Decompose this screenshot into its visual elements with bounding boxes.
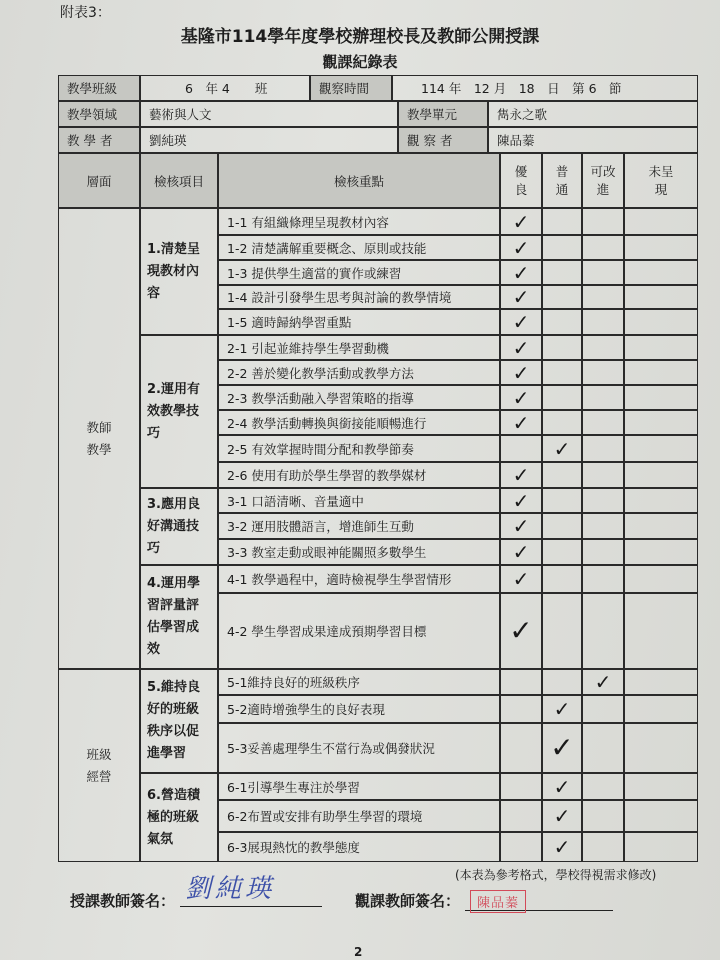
item-2 xyxy=(140,335,218,488)
rating-cell[interactable] xyxy=(624,513,698,539)
rating-cell[interactable] xyxy=(624,723,698,773)
checkpoint-text: 3-1 口語清晰、音量適中 xyxy=(227,493,364,509)
rating-cell[interactable] xyxy=(500,539,542,565)
rating-cell[interactable] xyxy=(582,260,624,285)
rating-cell[interactable] xyxy=(542,309,582,335)
rating-cell[interactable] xyxy=(582,539,624,565)
attachment-label: 附表3： xyxy=(60,5,111,21)
check-mark-icon: ✓ xyxy=(553,436,571,461)
rating-cell[interactable] xyxy=(542,695,582,723)
item-6 xyxy=(140,773,218,862)
item-3 xyxy=(140,488,218,565)
rating-cell[interactable] xyxy=(582,235,624,260)
rating-cell[interactable] xyxy=(542,208,582,235)
dimension-teaching-text: 教師教學 xyxy=(86,419,112,457)
rating-cell[interactable] xyxy=(542,593,582,669)
rating-cell[interactable] xyxy=(542,832,582,862)
check-mark-icon: ✓ xyxy=(512,488,530,513)
rating-cell[interactable] xyxy=(624,410,698,435)
class-value: 6 年 4 班 xyxy=(140,75,310,101)
rating-cell[interactable] xyxy=(582,335,624,360)
item-5-text: 5.維持良好的班級秩序以促進學習 xyxy=(147,680,200,761)
checkpoint-14 xyxy=(218,539,500,565)
check-mark-icon: ✓ xyxy=(512,410,530,435)
check-mark-icon: ✓ xyxy=(512,310,530,334)
rating-cell[interactable] xyxy=(500,462,542,488)
checkpoint-text: 2-2 善於變化教學活動或教學方法 xyxy=(227,365,414,381)
time-label: 觀察時間 xyxy=(310,75,392,101)
teacher-signature-label: 授課教師簽名： xyxy=(70,892,176,910)
header-rating-none xyxy=(624,153,698,208)
check-mark-icon: ✓ xyxy=(512,235,530,260)
checkpoint-text: 2-1 引起並維持學生學習動機 xyxy=(227,340,389,356)
item-4-text: 4.運用學習評量評估學習成效 xyxy=(147,576,200,657)
checkpoint-text: 2-6 使用有助於學生學習的教學媒材 xyxy=(227,468,427,483)
checkpoint-text: 3-3 教室走動或眼神能關照多數學生 xyxy=(227,545,427,560)
observer-stamp: 陳品蓁 xyxy=(470,890,526,913)
rating-cell[interactable] xyxy=(624,309,698,335)
checkpoint-16 xyxy=(218,593,500,669)
rating-cell[interactable] xyxy=(500,208,542,235)
time-value: 114 年 12 月 18 日 第 6 節 xyxy=(392,75,698,101)
rating-cell[interactable] xyxy=(500,309,542,335)
rating-cell[interactable] xyxy=(542,435,582,462)
check-mark-icon: ✓ xyxy=(509,614,533,647)
checkpoint-9 xyxy=(218,410,500,435)
rating-cell[interactable] xyxy=(542,669,582,695)
item-1-text: 1.清楚呈現教材內容 xyxy=(147,241,200,301)
checkpoint-1 xyxy=(218,208,500,235)
checkpoint-text: 4-2 學生學習成果達成預期學習目標 xyxy=(227,624,427,639)
rating-cell[interactable] xyxy=(624,208,698,235)
checkpoint-4 xyxy=(218,285,500,309)
rating-cell[interactable] xyxy=(542,488,582,513)
rating-cell[interactable] xyxy=(500,723,542,773)
rating-cell[interactable] xyxy=(624,360,698,385)
rating-cell[interactable] xyxy=(582,385,624,410)
rating-cell[interactable] xyxy=(624,285,698,309)
rating-cell[interactable] xyxy=(500,800,542,832)
check-mark-icon: ✓ xyxy=(512,385,530,410)
check-mark-icon: ✓ xyxy=(512,335,530,360)
check-mark-icon: ✓ xyxy=(594,670,612,694)
rating-cell[interactable] xyxy=(500,385,542,410)
checkpoint-19 xyxy=(218,723,500,773)
checkpoint-text: 2-3 教學活動融入學習策略的指導 xyxy=(227,390,414,406)
checkpoint-20 xyxy=(218,773,500,800)
header-point: 檢核重點 xyxy=(218,153,500,208)
checkpoint-13 xyxy=(218,513,500,539)
rating-cell[interactable] xyxy=(624,800,698,832)
rating-cell[interactable] xyxy=(542,410,582,435)
check-mark-icon: ✓ xyxy=(512,209,530,234)
checkpoint-3 xyxy=(218,260,500,285)
rating-cell[interactable] xyxy=(624,235,698,260)
rating-cell[interactable] xyxy=(582,800,624,832)
check-mark-icon: ✓ xyxy=(512,540,530,564)
rating-cell[interactable] xyxy=(542,565,582,593)
checkpoint-6 xyxy=(218,335,500,360)
rating-cell[interactable] xyxy=(500,285,542,309)
item-1 xyxy=(140,208,218,335)
rating-cell[interactable] xyxy=(624,773,698,800)
checkpoint-text: 2-4 教學活動轉換與銜接能順暢進行 xyxy=(227,415,427,431)
checkpoint-5 xyxy=(218,309,500,335)
rating-cell[interactable] xyxy=(500,335,542,360)
header-rating-none-text: 未呈現 xyxy=(648,163,674,197)
rating-cell[interactable] xyxy=(582,462,624,488)
rating-cell[interactable] xyxy=(624,565,698,593)
rating-cell[interactable] xyxy=(624,335,698,360)
item-3-text: 3.應用良好溝通技巧 xyxy=(147,496,200,556)
rating-cell[interactable] xyxy=(500,360,542,385)
page-number: 2 xyxy=(354,945,363,959)
check-mark-icon: ✓ xyxy=(512,260,530,285)
header-rating-improve-text: 可改進 xyxy=(590,163,616,197)
header-rating-excellent-text: 優良 xyxy=(514,163,528,197)
rating-cell[interactable] xyxy=(542,539,582,565)
rating-cell[interactable] xyxy=(582,435,624,462)
checkpoint-text: 6-2布置或安排有助學生學習的環境 xyxy=(227,809,423,824)
checkpoint-text: 1-4 設計引發學生思考與討論的教學情境 xyxy=(227,290,452,305)
rating-cell[interactable] xyxy=(582,695,624,723)
teacher-signature: 劉純瑛 xyxy=(185,874,276,904)
check-mark-icon: ✓ xyxy=(512,567,530,591)
dimension-teaching xyxy=(58,208,140,669)
rating-cell[interactable] xyxy=(582,513,624,539)
rating-cell[interactable] xyxy=(500,410,542,435)
header-level: 層面 xyxy=(58,153,140,208)
checkpoint-text: 6-3展現熱忱的教學態度 xyxy=(227,840,360,855)
checkpoint-text: 1-3 提供學生適當的實作或練習 xyxy=(227,265,402,281)
rating-cell[interactable] xyxy=(500,565,542,593)
rating-cell[interactable] xyxy=(542,800,582,832)
rating-cell[interactable] xyxy=(542,235,582,260)
rating-cell[interactable] xyxy=(582,360,624,385)
check-mark-icon: ✓ xyxy=(553,835,571,859)
checkpoint-text: 5-1維持良好的班級秩序 xyxy=(227,675,360,690)
checkpoint-17 xyxy=(218,669,500,695)
check-mark-icon: ✓ xyxy=(512,514,530,538)
check-mark-icon: ✓ xyxy=(553,804,571,828)
dimension-class-management xyxy=(58,669,140,862)
checkpoint-text: 1-2 清楚講解重要概念、原則或技能 xyxy=(227,240,427,256)
header-rating-normal-text: 普通 xyxy=(555,163,569,197)
unit-label: 教學單元 xyxy=(398,101,488,127)
rating-cell[interactable] xyxy=(582,832,624,862)
form-subtitle: 觀課紀錄表 xyxy=(322,53,398,71)
form-title: 基隆市114學年度學校辦理校長及教師公開授課 xyxy=(180,27,540,47)
checkpoint-8 xyxy=(218,385,500,410)
checkpoint-21 xyxy=(218,800,500,832)
observer-label: 觀 察 者 xyxy=(398,127,488,153)
checkpoint-10 xyxy=(218,435,500,462)
rating-cell[interactable] xyxy=(500,260,542,285)
check-mark-icon: ✓ xyxy=(512,285,530,309)
teacher-label: 教 學 者 xyxy=(58,127,140,153)
observer-signature-label: 觀課教師簽名： xyxy=(355,892,461,910)
domain-value: 藝術與人文 xyxy=(140,101,398,127)
footnote: (本表為參考格式，學校得視需求修改) xyxy=(455,868,657,882)
item-2-text: 2.運用有效教學技巧 xyxy=(147,381,200,441)
rating-cell[interactable] xyxy=(542,335,582,360)
rating-cell[interactable] xyxy=(500,773,542,800)
rating-cell[interactable] xyxy=(500,593,542,669)
rating-cell[interactable] xyxy=(582,285,624,309)
header-rating-improve xyxy=(582,153,624,208)
rating-cell[interactable] xyxy=(582,669,624,695)
rating-cell[interactable] xyxy=(500,488,542,513)
checkpoint-18 xyxy=(218,695,500,723)
rating-cell[interactable] xyxy=(542,513,582,539)
rating-cell[interactable] xyxy=(500,832,542,862)
checkpoint-text: 2-5 有效掌握時間分配和教學節奏 xyxy=(227,441,414,457)
rating-cell[interactable] xyxy=(542,773,582,800)
rating-cell[interactable] xyxy=(582,208,624,235)
check-mark-icon: ✓ xyxy=(553,774,571,799)
rating-cell[interactable] xyxy=(624,385,698,410)
checkpoint-text: 1-5 適時歸納學習重點 xyxy=(227,315,352,330)
checkpoint-text: 5-3妥善處理學生不當行為或偶發狀況 xyxy=(227,741,435,756)
checkpoint-text: 5-2適時增強學生的良好表現 xyxy=(227,702,385,717)
teacher-value: 劉純瑛 xyxy=(140,127,398,153)
checkpoint-22 xyxy=(218,832,500,862)
rating-cell[interactable] xyxy=(582,488,624,513)
rating-cell[interactable] xyxy=(500,513,542,539)
rating-cell[interactable] xyxy=(624,435,698,462)
rating-cell[interactable] xyxy=(624,669,698,695)
observer-value: 陳品蓁 xyxy=(488,127,698,153)
rating-cell[interactable] xyxy=(542,385,582,410)
rating-cell[interactable] xyxy=(542,285,582,309)
header-rating-excellent xyxy=(500,153,542,208)
item-6-text: 6.營造積極的班級氣氛 xyxy=(147,787,200,847)
checkpoint-text: 4-1 教學過程中，適時檢視學生學習情形 xyxy=(227,572,452,587)
dimension-class-management-text: 班級經營 xyxy=(86,746,112,784)
rating-cell[interactable] xyxy=(624,593,698,669)
rating-cell[interactable] xyxy=(582,309,624,335)
check-mark-icon: ✓ xyxy=(512,463,530,487)
rating-cell[interactable] xyxy=(500,235,542,260)
checkpoint-text: 3-2 運用肢體語言，增進師生互動 xyxy=(227,519,414,534)
unit-value: 雋永之歌 xyxy=(488,101,698,127)
rating-cell[interactable] xyxy=(624,488,698,513)
header-item: 檢核項目 xyxy=(140,153,218,208)
rating-cell[interactable] xyxy=(542,462,582,488)
checkpoint-15 xyxy=(218,565,500,593)
rating-cell[interactable] xyxy=(500,435,542,462)
rating-cell[interactable] xyxy=(624,832,698,862)
rating-cell[interactable] xyxy=(542,723,582,773)
check-mark-icon: ✓ xyxy=(553,697,571,721)
domain-label: 教學領域 xyxy=(58,101,140,127)
rating-cell[interactable] xyxy=(582,593,624,669)
checkpoint-11 xyxy=(218,462,500,488)
item-5 xyxy=(140,669,218,773)
checkpoint-2 xyxy=(218,235,500,260)
check-mark-icon: ✓ xyxy=(550,731,574,764)
class-label: 教學班級 xyxy=(58,75,140,101)
checkpoint-text: 6-1引導學生專注於學習 xyxy=(227,779,360,795)
item-4 xyxy=(140,565,218,669)
rating-cell[interactable] xyxy=(582,565,624,593)
checkpoint-text: 1-1 有組織條理呈現教材內容 xyxy=(227,214,389,230)
rating-cell[interactable] xyxy=(500,669,542,695)
rating-cell[interactable] xyxy=(500,695,542,723)
checkpoint-12 xyxy=(218,488,500,513)
teacher-signature-line xyxy=(180,906,322,907)
rating-cell[interactable] xyxy=(624,539,698,565)
rating-cell[interactable] xyxy=(624,462,698,488)
rating-cell[interactable] xyxy=(624,695,698,723)
header-rating-normal xyxy=(542,153,582,208)
check-mark-icon: ✓ xyxy=(512,360,530,385)
rating-cell[interactable] xyxy=(542,260,582,285)
rating-cell[interactable] xyxy=(582,773,624,800)
rating-cell[interactable] xyxy=(582,723,624,773)
rating-cell[interactable] xyxy=(624,260,698,285)
rating-cell[interactable] xyxy=(542,360,582,385)
rating-cell[interactable] xyxy=(582,410,624,435)
checkpoint-7 xyxy=(218,360,500,385)
